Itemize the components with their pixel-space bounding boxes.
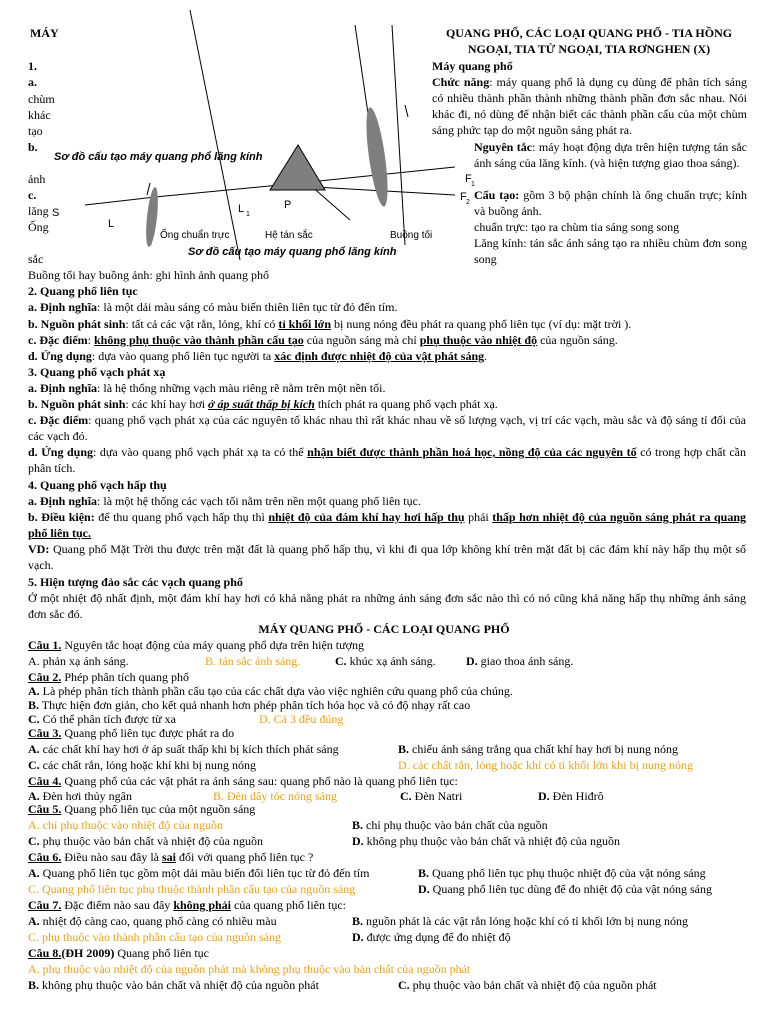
label-f1: F <box>465 173 472 185</box>
q7-option-a: A. nhiệt độ càng cao, quang phổ càng có nhiều màu <box>28 914 277 928</box>
quiz-title: MÁY QUANG PHỔ - CÁC LOẠI QUANG PHỔ <box>258 622 510 636</box>
q5-option-a: A. chỉ phụ thuộc vào nhiệt độ của nguồn <box>28 818 223 832</box>
q3-option-b: B. chiếu ánh sáng trắng qua chất khí hay hơi bị nung nóng <box>398 742 678 756</box>
q8-option-a: A. phụ thuộc vào nhiệt độ của nguồn phát mà không phụ thuộc vào bản chất của nguồn phát <box>28 962 471 976</box>
header-left-title: MÁY <box>30 26 59 40</box>
s2-application: d. Ứng dụng: dựa vào quang phổ liên tục người ta xác định được nhiệt độ của vật phát sáng. <box>28 349 488 363</box>
label-collimator: Ống chuẩn trực <box>160 230 230 241</box>
camera-lens-shape <box>362 106 392 207</box>
question-8: Câu 8.(ĐH 2009) Quang phổ liên tục <box>28 946 209 960</box>
s4-definition: a. Định nghĩa: là một hệ thống các vạch tối nằm trên nền một quang phổ liên tục. <box>28 494 421 508</box>
question-4: Câu 4. Quang phổ của các vật phát ra ánh sáng sau: quang phổ nào là quang phổ liên tục: <box>28 774 458 788</box>
s5-text: Ở một nhiệt độ nhất định, một đám khí hay hơi có khả năng phát ra những ánh sáng đơn sắc nào thì có nó cũng khả năng hấp thụ những ánh sáng đơn sắc đó. <box>28 591 746 621</box>
q4-option-a: A. Đèn hơi thủy ngân <box>28 789 133 803</box>
s4-condition: b. Điều kiện: để thu quang phổ vạch hấp thụ thì nhiệt độ của đám khí hay hơi hấp thụ phải thấp hơn nhiệt độ của nguồn sáng phát ra quang phổ liên tục. <box>28 510 747 540</box>
label-f1-sub: 1 <box>471 181 475 188</box>
question-3: Câu 3. Quang phổ liên tục được phát ra do <box>28 726 235 740</box>
diagram-caption: Sơ đồ cấu tạo máy quang phổ lăng kính <box>188 246 397 258</box>
q6-option-a: A. Quang phổ liên tục gồm một dải màu biến đổi liên tục từ đỏ đến tím <box>28 866 370 880</box>
q7-option-c: C. phụ thuộc vào thành phần cấu tạo của nguồn sáng <box>28 930 281 944</box>
label-f2: F <box>460 191 467 203</box>
right-heading: Máy quang phổ <box>432 59 513 73</box>
q7-option-d: D. được ứng dụng để đo nhiệt độ <box>352 930 511 944</box>
s2-feature: c. Đặc điểm: không phụ thuộc vào thành phần cấu tạo của nguồn sáng mà chỉ phụ thuộc vào nhiệt độ của nguồn sáng. <box>28 333 618 347</box>
q4-option-d: D. Đèn Hiđrô <box>538 789 604 803</box>
label-l: L <box>108 218 115 230</box>
left-fragment: sắc <box>28 252 44 266</box>
prism-shape <box>270 145 325 190</box>
q5-option-c: C. phụ thuộc vào bản chất và nhiệt độ của nguồn <box>28 834 263 848</box>
function-paragraph: Chức năng: máy quang phổ là dụng cụ dùng để phân tích sáng có nhiều thành phần thành những thành phần đơn sắc nhau. Nói khác đi, nó dùng để nhận biết các thành phần cấu của một chùm sáng phức tạp do một nguồn sáng phát ra. <box>432 75 747 137</box>
q2-option-a: A. Là phép phân tích thành phần cấu tạo của các chất dựa vào việc nghiên cứu quang phổ của chúng. <box>28 684 513 698</box>
section-4-heading: 4. Quang phổ vạch hấp thụ <box>28 478 167 492</box>
left-fragment: Ống <box>28 220 49 234</box>
spectroscope-diagram <box>40 5 480 265</box>
left-fragment: 1. <box>28 59 37 73</box>
q4-option-c: C. Đèn Natri <box>400 789 463 803</box>
collimator-lens-shape <box>144 187 160 248</box>
left-fragment: khác <box>28 108 51 122</box>
left-fragment: tạo <box>28 124 43 138</box>
q2-option-b: B. Thực hiện đơn giản, cho kết quả nhanh hơn phép phân tích hóa học và có độ nhạy rất cao <box>28 698 471 712</box>
q8-option-b: B. không phụ thuộc vào bản chất và nhiệt độ của nguồn phát <box>28 978 319 992</box>
q8-option-c: C. phụ thuộc vào bản chất và nhiệt độ của nguồn phát <box>398 978 657 992</box>
q1-option-b: B. tán sắc ánh sáng. <box>205 654 301 668</box>
section-3-heading: 3. Quang phổ vạch phát xạ <box>28 365 166 379</box>
label-l1: L <box>238 203 245 215</box>
section-2-heading: 2. Quang phổ liên tục <box>28 284 138 298</box>
prism-line: Lăng kính: tán sắc ánh sáng tạo ra nhiều chùm đơn song song <box>474 236 747 266</box>
principle-paragraph: Nguyên tắc: máy hoạt động dựa trên hiện tượng tán sắc ánh sáng của lăng kính. (và hiện tượng giao thoa sáng). <box>474 140 747 170</box>
collimator-line: chuẩn trực: tạo ra chùm tia sáng song song <box>474 220 680 234</box>
s3-source: b. Nguồn phát sinh: các khí hay hơi ở áp suất thấp bị kích thích phát ra quang phổ vạch phát xạ. <box>28 397 498 411</box>
q1-option-d: D. giao thoa ánh sáng. <box>466 654 574 668</box>
s3-application: d. Ứng dụng: dựa vào quang phổ vạch phát xạ ta có thể nhận biết được thành phần hoá học, nồng độ của các nguyên tố có trong hợp chất cần phân tích. <box>28 445 746 475</box>
left-fragment: c. <box>28 188 37 202</box>
question-5: Câu 5. Quang phổ liên tục của một nguồn sáng <box>28 802 256 816</box>
q5-option-b: B. chỉ phụ thuộc vào bản chất của nguồn <box>352 818 548 832</box>
left-fragment: a. <box>28 75 37 89</box>
question-7: Câu 7. Đặc điểm nào sau đây không phải của quang phổ liên tục: <box>28 898 346 912</box>
label-l1-sub: 1 <box>246 211 250 218</box>
section-5-heading: 5. Hiện tượng đảo sắc các vạch quang phổ <box>28 575 243 589</box>
camera-line: Buồng tối hay buồng ảnh: ghi hình ảnh quang phổ <box>28 268 269 282</box>
label-f2-sub: 2 <box>466 199 470 206</box>
question-6: Câu 6. Điều nào sau đây là sai đối với quang phổ liên tục ? <box>28 850 314 864</box>
left-fragment: b. <box>28 140 38 154</box>
structure-paragraph: Cấu tạo: gồm 3 bộ phận chính là ống chuẩn trực; kính và buồng ảnh. <box>474 188 747 218</box>
q4-option-b: B. Đèn dây tóc nóng sáng <box>213 789 337 803</box>
q7-option-b: B. nguồn phát là các vật rắn lỏng hoặc khí có tỉ khối lớn bị nung nóng <box>352 914 688 928</box>
left-fragment: lăng <box>28 204 49 218</box>
q2-option-c: C. Có thể phân tích được từ xa <box>28 712 176 726</box>
q3-option-c: C. các chất rắn, lỏng hoặc khí khi bị nung nóng <box>28 758 256 772</box>
label-s: S <box>52 207 60 219</box>
q6-option-c: C. Quang phổ liên tục phụ thuộc thành phần cấu tạo của nguồn sáng <box>28 882 356 896</box>
left-fragment: ảnh <box>28 172 46 186</box>
header-right-title-2: NGOẠI, TIA TỬ NGOẠI, TIA RƠNGHEN (X) <box>467 42 711 56</box>
q2-option-d: D. Cả 3 đều đúng <box>259 712 344 726</box>
header-right-title-1: QUANG PHỔ, CÁC LOẠI QUANG PHỔ - TIA HỒNG <box>445 26 733 40</box>
s2-source: b. Nguồn phát sinh: tất cả các vật rắn, lỏng, khí có tỉ khối lớn bị nung nóng đều phát ra quang phổ liên tục (ví dụ: mặt trời ). <box>28 317 632 331</box>
q5-option-d: D. không phụ thuộc vào bản chất và nhiệt độ của nguồn <box>352 834 620 848</box>
question-2: Câu 2. Phép phân tích quang phổ <box>28 670 189 684</box>
q1-option-c: C. khúc xạ ánh sáng. <box>335 654 436 668</box>
left-fragment: chùm <box>28 92 55 106</box>
q6-option-d: D. Quang phổ liên tục dùng để đo nhiệt độ của vật nóng sáng <box>418 882 712 896</box>
label-camera: Buồng tối <box>390 230 433 241</box>
question-1: Câu 1. Nguyên tắc hoạt động của máy quang phổ dựa trên hiện tượng <box>28 638 364 652</box>
s4-example: VD: Quang phổ Mặt Trời thu được trên mặt đất là quang phổ hấp thụ, vì khi đi qua lớp không khí trên mặt đất bị các đám khí này hấp thụ một số vạch. <box>28 542 746 572</box>
q6-option-b: B. Quang phổ liên tục phụ thuộc nhiệt độ của vật nóng sáng <box>418 866 706 880</box>
s3-feature: c. Đặc điểm: quang phổ vạch phát xạ của các nguyên tố khác nhau thì rất khác nhau về số lượng vạch, vị trí các vạch, màu sắc và độ sáng tỉ đối của các vạch đó. <box>28 413 746 443</box>
s2-definition: a. Định nghĩa: là một dải màu sáng có màu biến thiên liên tục từ đỏ đến tím. <box>28 300 398 314</box>
label-dispersion: Hệ tán sắc <box>265 230 313 241</box>
label-p: P <box>284 199 292 211</box>
q1-option-a: A. phản xạ ánh sáng. <box>28 654 129 668</box>
q3-option-d: D. các chất rắn, lỏng hoặc khí có tỉ khối lớn khi bị nung nóng <box>398 758 693 772</box>
q3-option-a: A. các chất khí hay hơi ở áp suất thấp khi bị kích thích phát sáng <box>28 742 339 756</box>
diagram-title: Sơ đồ cấu tạo máy quang phổ lăng kính <box>54 151 263 163</box>
s3-definition: a. Định nghĩa: là hệ thống những vạch màu riêng rẽ nằm trên một nền tối. <box>28 381 386 395</box>
